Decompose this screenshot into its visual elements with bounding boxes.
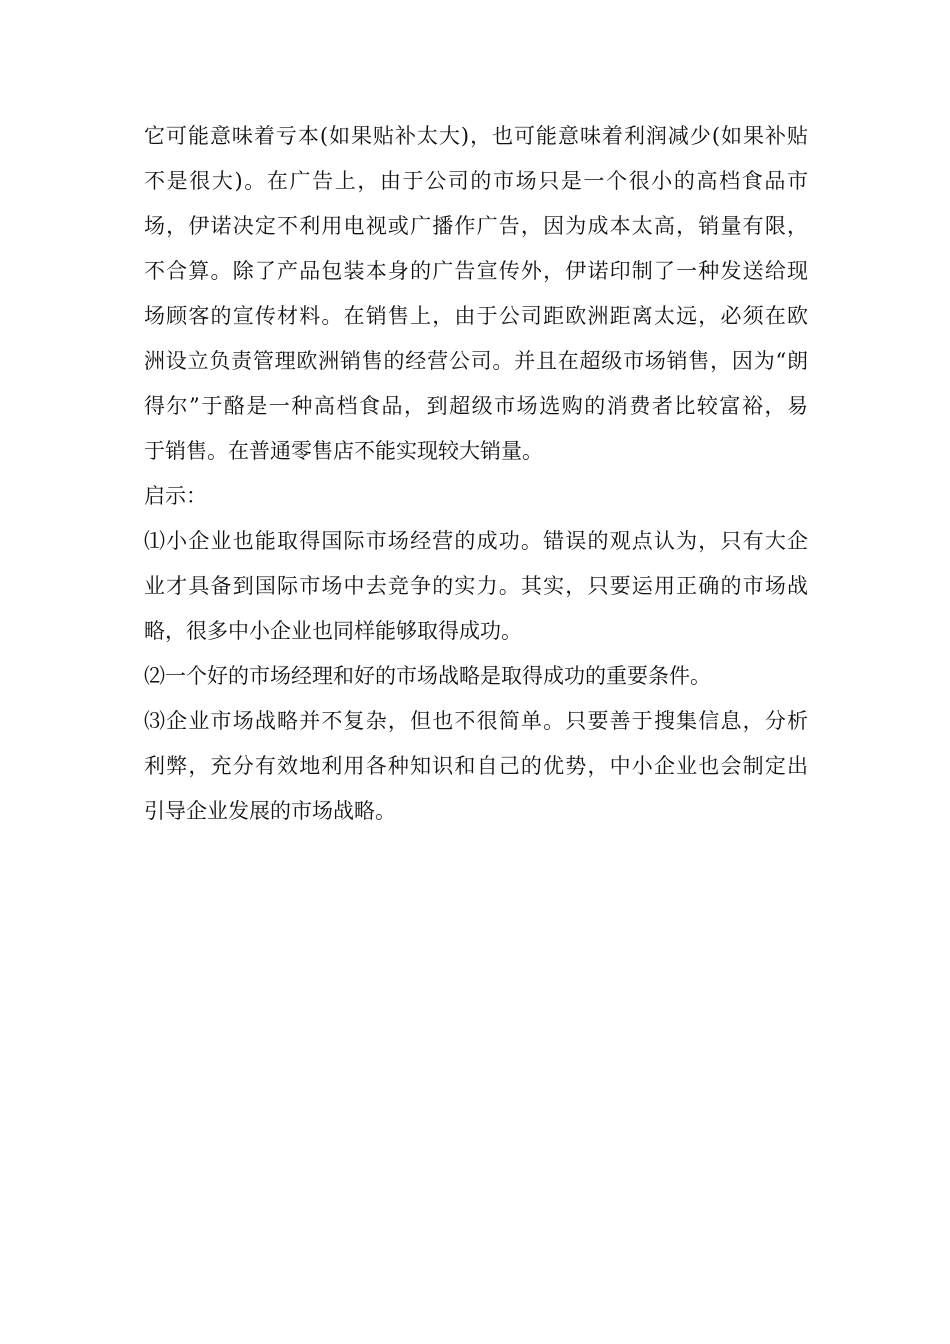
section-heading: 启示： [144,484,207,508]
document-body [144,114,808,834]
text-line: 不是很大)。在广告上，由于公司的市场只是一个很小的高档食品市 [144,169,808,193]
text-line: 得尔”于酪是一种高档食品，到超级市场选购的消费者比较富裕，易 [144,394,808,418]
text-line: 业才具备到国际市场中去竞争的实力。其实，只要运用正确的市场战 [144,574,808,598]
text-line: 不合算。除了产品包装本身的广告宣传外，伊诺印制了一种发送给现 [144,259,808,283]
text-line: ⑶企业市场战略并不复杂，但也不很简单。只要善于搜集信息，分析 [144,709,808,733]
text-line: 于销售。在普通零售店不能实现较大销量。 [144,439,543,463]
text-line: 利弊，充分有效地利用各种知识和自己的优势，中小企业也会制定出 [144,754,808,778]
text-line: ⑴小企业也能取得国际市场经营的成功。错误的观点认为，只有大企 [144,529,808,553]
text-line: 略，很多中小企业也同样能够取得成功。 [144,619,522,643]
text-line: 场顾客的宣传材料。在销售上，由于公司距欧洲距离太远，必须在欧 [144,304,808,328]
text-line: ⑵一个好的市场经理和好的市场战略是取得成功的重要条件。 [144,664,711,688]
text-line: 洲设立负责管理欧洲销售的经营公司。并且在超级市场销售，因为“朗 [144,349,808,373]
text-line: 它可能意味着亏本(如果贴补太大)，也可能意味着利润减少(如果补贴 [144,124,808,148]
text-line: 场，伊诺决定不利用电视或广播作广告，因为成本太高，销量有限， [144,214,808,238]
text-line: 引导企业发展的市场战略。 [144,799,396,823]
